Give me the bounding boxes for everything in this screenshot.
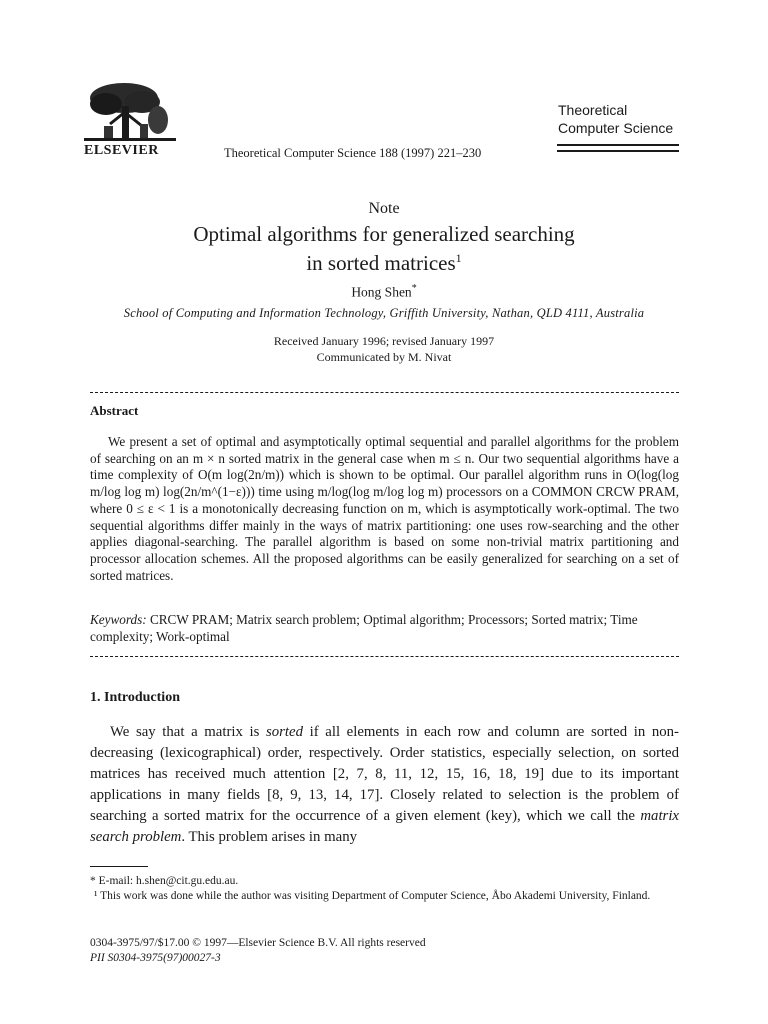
journal-name xyxy=(558,101,673,137)
title-line-1: Optimal algorithms for generalized searching xyxy=(193,222,575,246)
term-matrix-search-problem: matrix search problem xyxy=(90,808,679,845)
keywords-label: Keywords: xyxy=(90,612,147,627)
footnote-1: ¹ This work was done while the author was visiting Department of Computer Science, Åbo Akademi University, Finland. xyxy=(94,889,651,902)
article-title xyxy=(110,222,658,275)
pii-line: PII S0304-3975(97)00027-3 xyxy=(90,952,221,964)
abstract-heading: Abstract xyxy=(90,403,139,418)
author-footnote-mark: * xyxy=(411,283,417,294)
abstract-rule-top xyxy=(90,392,679,393)
journal-rule-1 xyxy=(557,144,679,146)
author-name: Hong Shen xyxy=(351,284,412,300)
introduction-body xyxy=(90,722,679,848)
copyright-block xyxy=(90,936,426,966)
article-dates xyxy=(0,333,768,365)
title-footnote-mark: 1 xyxy=(455,251,462,265)
publisher-name: ELSEVIER xyxy=(84,143,159,158)
intro-text-segment: . This problem arises in many xyxy=(181,829,357,845)
footnote-email: * E-mail: h.shen@cit.gu.edu.au. xyxy=(90,875,239,887)
term-sorted: sorted xyxy=(266,724,303,740)
journal-citation: Theoretical Computer Science 188 (1997) 221–230 xyxy=(224,146,482,160)
copyright-line: 0304-3975/97/$17.00 © 1997—Elsevier Science B.V. All rights reserved xyxy=(90,937,426,949)
received-dates: Received January 1996; revised January 1997 xyxy=(273,334,495,348)
keywords xyxy=(90,612,679,645)
abstract-paragraph: We present a set of optimal and asymptotically optimal sequential and parallel algorithms for the problem of searching on an m × n sorted matrix in the general case when m ≤ n. Our two sequential algorithms have a time complexity of O(m log(2n/m)) which is shown to be optimal. Our parallel algorithm runs in O(log(log m/log log m) log(2n/m^(1−ε))) time using m/log(log m/log log m) processors on a COMMON CRCW PRAM, where 0 ≤ ε < 1 is a monotonically decreasing function on m, which is asymptotically work-optimal. The two sequential algorithms differ mainly in the ways of matrix partitioning: one uses row-searching and the other applies diagonal-searching. The parallel algorithm is based on some non-trivial matrix partitioning and processor allocation schemes. All the proposed algorithms can be easily generalized for searching on a set of sorted matrices. xyxy=(90,434,679,583)
footnotes xyxy=(90,874,679,903)
communicated-by: Communicated by M. Nivat xyxy=(316,350,452,364)
abstract-body xyxy=(90,434,679,584)
keywords-list: CRCW PRAM; Matrix search problem; Optimal algorithm; Processors; Sorted matrix; Time complexity; Work-optimal xyxy=(90,612,638,644)
elsevier-tree-logo xyxy=(84,80,176,142)
journal-rule-2 xyxy=(557,150,679,152)
title-line-2: in sorted matrices xyxy=(306,251,456,275)
journal-name-line1: Theoretical xyxy=(558,102,628,118)
section-heading-introduction: 1. Introduction xyxy=(90,690,180,705)
footnote-rule xyxy=(90,866,148,867)
introduction-paragraph xyxy=(90,722,679,848)
affiliation: School of Computing and Information Technology, Griffith University, Nathan, QLD 4111, Australia xyxy=(123,306,645,320)
intro-text-segment: We say that a matrix is xyxy=(110,724,266,740)
article-type: Note xyxy=(368,200,400,217)
journal-name-line2: Computer Science xyxy=(558,120,674,136)
intro-text-segment: if all elements in each row and column are sorted in non-decreasing (lexicographical) order, respectively. Order statistics, especially selection, on sorted matrices has received much attention [2, 7, 8, 11, 12, 15, 16, 18, 19] due to its important applications in many fields [8, 9, 13, 14, 17]. Closely related to selection is the problem of searching a sorted matrix for the occurrence of a given element (key), which we call the xyxy=(90,724,679,824)
author xyxy=(0,283,768,301)
abstract-rule-bottom xyxy=(90,656,679,657)
